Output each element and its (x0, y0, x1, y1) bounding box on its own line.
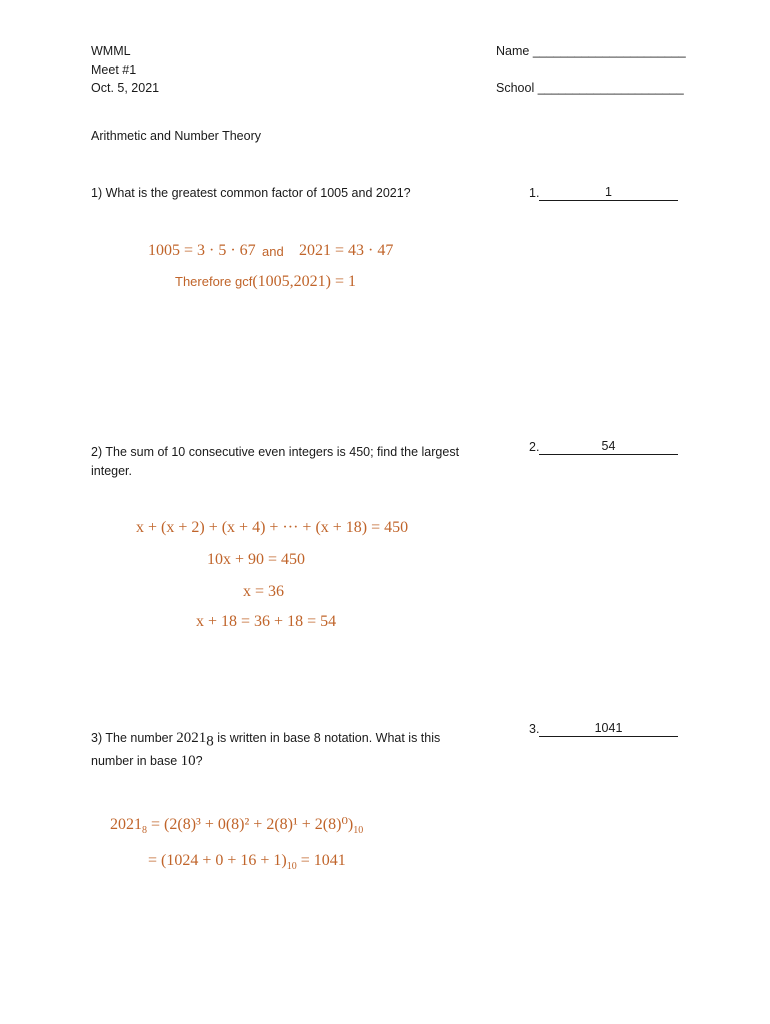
answer-2-number: 2. (529, 440, 540, 454)
q3-work2-expr: (1024 + 0 + 16 + 1) (161, 852, 287, 869)
question-1-text: 1) What is the greatest common factor of 1005 and 2021? (91, 186, 411, 200)
q3-work2-result: = 1041 (296, 852, 346, 869)
q1-work-line1-right: 2021 = 43 · 47 (299, 242, 394, 259)
q1-work-line1-left: 1005 = 3 · 5 · 67 (148, 242, 256, 259)
q3-work-line2 (148, 852, 346, 872)
q3-text-line2-a: number in base (91, 754, 181, 768)
q2-work-line4: x + 18 = 36 + 18 = 54 (196, 613, 337, 630)
q3-text-b: is written in base 8 notation. What is this (213, 731, 441, 745)
question-2-text-line2: integer. (91, 464, 133, 478)
q3-work-base: 10 (353, 825, 364, 837)
q3-text-a: 3) The number (91, 731, 173, 745)
org-name: WMML (91, 44, 131, 58)
q1-work-line2 (175, 273, 356, 291)
q3-work2-base: 10 (286, 861, 297, 873)
answer-2-line (539, 440, 678, 455)
answer-1-number: 1. (529, 186, 540, 200)
q3-work-num: 2021 (110, 816, 142, 833)
answer-3-number: 3. (529, 722, 540, 736)
meet-number: Meet #1 (91, 63, 137, 77)
q3-base-sub: 8 (206, 733, 214, 750)
q1-work-therefore: Therefore gcf (175, 274, 253, 289)
q3-work-line1 (110, 814, 363, 836)
school-field-label: School _____________________ (496, 81, 684, 95)
q3-work-expr: (2(8)³ + 0(8)² + 2(8)¹ + 2(8)⁰) (164, 816, 354, 833)
q2-work-line1: x + (x + 2) + (x + 4) + ··· + (x + 18) = 450 (136, 519, 409, 536)
answer-3-value: 1041 (594, 721, 623, 735)
name-field-label: Name ______________________ (496, 44, 686, 58)
q2-work-line2: 10x + 90 = 450 (207, 551, 306, 568)
q3-base10: 10 (180, 753, 196, 769)
question-3-text-line2 (91, 753, 203, 770)
q3-number: 2021 (176, 730, 207, 746)
answer-2-value: 54 (601, 439, 616, 453)
q1-work-gcf: (1005,2021) = 1 (252, 273, 357, 290)
q3-work2-eq: = (148, 852, 162, 869)
section-title: Arithmetic and Number Theory (91, 129, 261, 143)
question-3-text-line1 (91, 730, 440, 751)
answer-1-line (539, 186, 678, 201)
answer-1-value: 1 (605, 185, 612, 199)
q3-work-eq: = (147, 816, 165, 833)
q2-work-line3: x = 36 (243, 583, 285, 600)
q3-work-sub: 8 (142, 825, 147, 837)
answer-3-line (539, 722, 678, 737)
question-2-text-line1: 2) The sum of 10 consecutive even integers is 450; find the largest (91, 445, 460, 459)
q1-work-and: and (262, 244, 284, 259)
q3-text-line2-b: ? (195, 754, 203, 768)
meet-date: Oct. 5, 2021 (91, 81, 160, 95)
